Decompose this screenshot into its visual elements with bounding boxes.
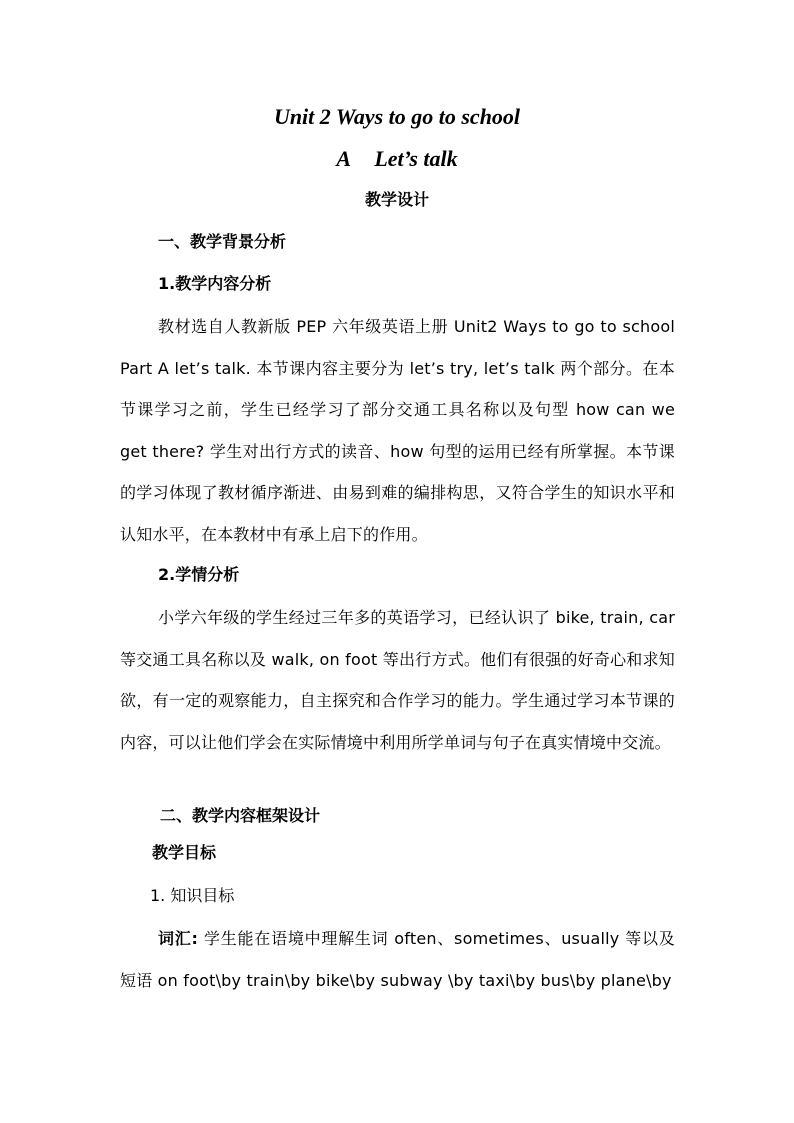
- document-title: Unit 2 Ways to go to school: [273, 104, 521, 129]
- document-subtitle: 教学设计: [364, 190, 429, 209]
- knowledge-goal-heading: 1. 知识目标: [150, 886, 235, 905]
- section-letter: A: [336, 146, 352, 171]
- paragraph-vocabulary: [120, 918, 675, 1001]
- lesson-name: Let’s talk: [374, 146, 458, 171]
- lesson-title: [0, 145, 794, 173]
- vocabulary-label: 词汇:: [158, 929, 199, 948]
- subheading-learner-analysis: 2.学情分析: [158, 565, 240, 584]
- paragraph-content-analysis: 教材选自人教新版 PEP 六年级英语上册 Unit2 Ways to go to school Part A let’s talk. 本节课内容主要分为 let’s try, let’s talk 两个部分。在本节课学习之前，学生已经学习了部分交通工具名称以及句型 how can we get there? 学生对出行方式的读音、how 句型的运用已经有所掌握。本节课的学习体现了教材循序渐进、由易到难的编排构思，又符合学生的知识水平和认知水平，在本教材中有承上启下的作用。: [120, 317, 675, 544]
- section-heading-background: 一、教学背景分析: [158, 232, 287, 251]
- section-heading-framework: 二、教学内容框架设计: [160, 806, 321, 825]
- paragraph-learner-analysis: 小学六年级的学生经过三年多的英语学习，已经认识了 bike, train, car 等交通工具名称以及 walk, on foot 等出行方式。他们有很强的好奇心和求知欲，有一定的观察能力，自主探究和合作学习的能力。学生通过学习本节课的内容，可以让他们学会在实际情境中利用所学单词与句子在真实情境中交流。: [120, 608, 675, 752]
- vocabulary-text: 学生能在语境中理解生词 often、sometimes、usually 等以及短语 on foot\by train\by bike\by subway \by taxi\by bus\by plane\by: [120, 929, 675, 990]
- subheading-content-analysis: 1.教学内容分析: [158, 274, 272, 293]
- subheading-teaching-goals: 教学目标: [152, 843, 217, 862]
